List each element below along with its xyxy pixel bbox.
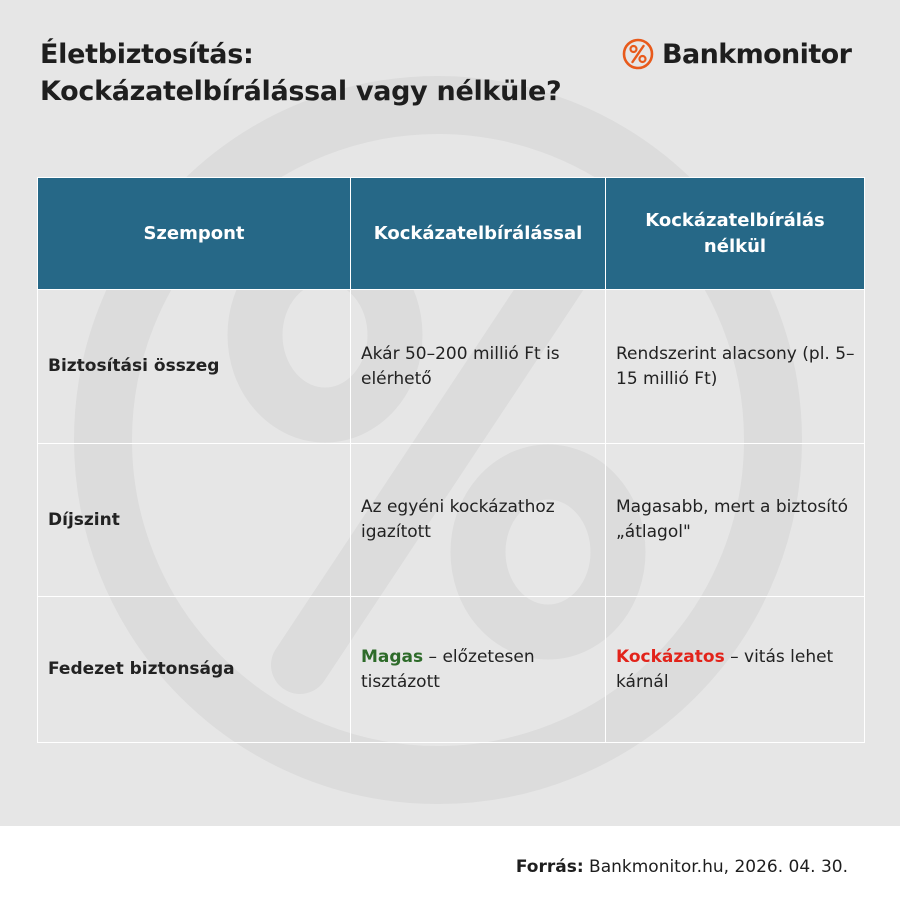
cell-without-assessment: Rendszerint alacsony (pl. 5–15 millió Ft) (606, 290, 865, 444)
cell-with-assessment (351, 597, 606, 743)
source-footer (516, 857, 848, 877)
cell-without-assessment (606, 597, 865, 743)
column-header-without-assessment: Kockázatelbírálás nélkül (606, 178, 865, 290)
table-row (38, 444, 865, 597)
cell-without-assessment: Magasabb, mert a biztosító „átlagol" (606, 444, 865, 597)
row-criterion: Díjszint (38, 444, 351, 597)
percent-icon (622, 38, 654, 70)
column-header-criterion: Szempont (38, 178, 351, 290)
source-text: Bankmonitor.hu, 2026. 04. 30. (583, 857, 848, 877)
page-title (40, 36, 561, 110)
row-criterion: Fedezet biztonsága (38, 597, 351, 743)
column-header-with-assessment: Kockázatelbírálással (351, 178, 606, 290)
title-line-2: Kockázatelbírálással vagy nélküle? (40, 76, 562, 107)
table-row (38, 597, 865, 743)
logo-text: Bankmonitor (662, 38, 852, 70)
table-header-row (38, 178, 865, 290)
source-label: Forrás: (515, 857, 584, 877)
cell-text: – vitás lehet kárnál (616, 646, 834, 692)
negative-highlight: Kockázatos (616, 646, 725, 667)
table-row (38, 290, 865, 444)
cell-with-assessment: Az egyéni kockázathoz igazított (351, 444, 606, 597)
cell-with-assessment: Akár 50–200 millió Ft is elérhető (351, 290, 606, 444)
title-line-1: Életbiztosítás: (40, 39, 254, 70)
row-criterion: Biztosítási összeg (38, 290, 351, 444)
cell-text: – előzetesen tisztázott (361, 646, 535, 692)
bankmonitor-logo (622, 36, 851, 72)
positive-highlight: Magas (361, 646, 424, 667)
comparison-table (37, 177, 865, 743)
